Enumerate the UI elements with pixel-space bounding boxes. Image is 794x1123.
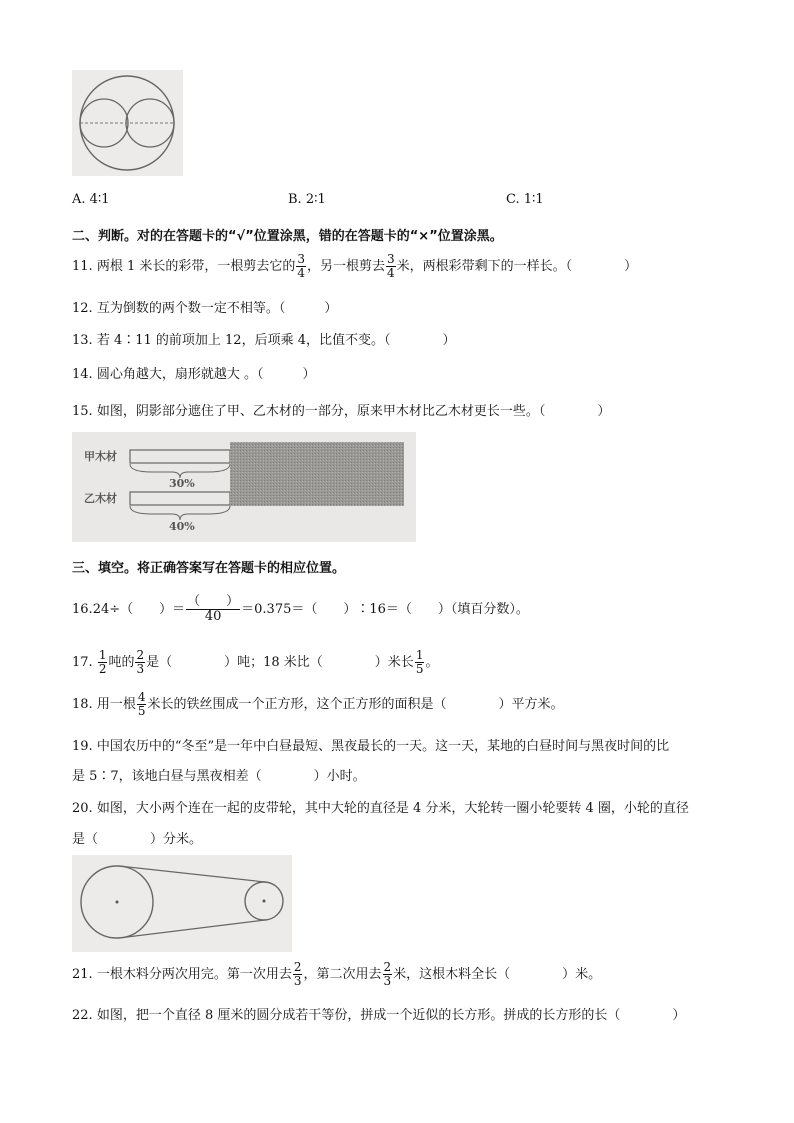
q18-text-2: 米长的铁丝围成一个正方形，这个正方形的面积是（ ）平方米。 bbox=[147, 697, 564, 712]
belt-top bbox=[119, 866, 265, 882]
q17-text-2: 是（ ）吨；18 米比（ ）米长 bbox=[146, 655, 414, 670]
q22-text: 如图，把一个直径 8 厘米的圆分成若干等份，拼成一个近似的长方形。拼成的长方形的长（ ） bbox=[96, 1008, 686, 1023]
choice-a: A. 4∶1 bbox=[72, 192, 110, 207]
q14-num: 14. bbox=[72, 367, 93, 382]
q21-text-1: 一根木料分两次用完。第一次用去 bbox=[96, 967, 292, 982]
yi-label: 乙木材 bbox=[84, 492, 117, 505]
jia-wood-bar bbox=[130, 450, 230, 463]
question-17 bbox=[72, 648, 438, 678]
q11-f2-num: 3 bbox=[387, 252, 395, 267]
q16-fraction bbox=[186, 595, 240, 623]
question-19-line-1 bbox=[72, 735, 669, 754]
q17-f3-den: 5 bbox=[415, 662, 424, 676]
q21-text-2: ，第二次用去 bbox=[303, 967, 382, 982]
choice-b: B. 2∶1 bbox=[288, 192, 326, 207]
q11-text-3: 米，两根彩带剩下的一样长。（ ） bbox=[396, 259, 638, 274]
q21-fraction-1 bbox=[293, 961, 303, 987]
q17-fraction-2 bbox=[135, 649, 145, 675]
choice-c: C. 1∶1 bbox=[506, 192, 544, 207]
question-13 bbox=[72, 329, 455, 348]
q20-line-2: 是（ ）分米。 bbox=[72, 832, 203, 847]
jia-brace bbox=[130, 464, 230, 478]
q16-f-num: （ ） bbox=[187, 594, 240, 610]
q16-f-den: 40 bbox=[204, 609, 222, 624]
q21-f1-den: 3 bbox=[293, 974, 302, 988]
question-15 bbox=[72, 400, 610, 419]
question-12 bbox=[72, 297, 337, 316]
q16-text-1: 24÷（ ）＝ bbox=[92, 602, 186, 617]
q17-fraction-1 bbox=[98, 649, 108, 675]
q14-text: 圆心角越大，扇形就越大 。（ ） bbox=[96, 367, 316, 382]
q18-f-den: 5 bbox=[137, 704, 146, 718]
q11-fraction-1 bbox=[296, 253, 306, 279]
wood-figure bbox=[72, 432, 416, 542]
q18-text-1: 用一根 bbox=[96, 697, 136, 712]
q17-num: 17. bbox=[72, 655, 93, 670]
q11-f1-den: 4 bbox=[297, 266, 306, 280]
question-20-line-1 bbox=[72, 797, 689, 816]
q18-f-num: 4 bbox=[137, 690, 146, 705]
yi-brace bbox=[130, 506, 230, 520]
q11-text-2: ，另一根剪去 bbox=[307, 259, 386, 274]
q17-text-1: 吨的 bbox=[108, 655, 135, 670]
q21-fraction-2 bbox=[383, 961, 393, 987]
q11-text-1: 两根 1 米长的彩带，一根剪去它的 bbox=[96, 259, 296, 274]
q15-num: 15. bbox=[72, 404, 93, 419]
q13-text: 若 4∶11 的前项加上 12，后项乘 4，比值不变。（ ） bbox=[96, 333, 456, 348]
q18-fraction bbox=[137, 691, 147, 717]
two-circles-figure bbox=[72, 70, 183, 176]
q19-num: 19. bbox=[72, 739, 93, 754]
question-18 bbox=[72, 690, 564, 720]
q21-text-3: 米，这根木料全长（ ）米。 bbox=[393, 967, 602, 982]
section3-title: 三、填空。将正确答案写在答题卡的相应位置。 bbox=[72, 561, 346, 576]
q17-f1-num: 1 bbox=[98, 648, 107, 663]
q22-num: 22. bbox=[72, 1008, 93, 1023]
question-14 bbox=[72, 363, 315, 382]
q16-num: 16. bbox=[72, 602, 93, 617]
pulley-svg bbox=[72, 855, 292, 952]
q17-fraction-3 bbox=[415, 649, 425, 675]
question-22 bbox=[72, 1004, 685, 1023]
question-16 bbox=[72, 592, 529, 628]
q17-f2-num: 2 bbox=[136, 648, 145, 663]
q15-text: 如图，阴影部分遮住了甲、乙木材的一部分，原来甲木材比乙木材更长一些。（ ） bbox=[96, 404, 611, 419]
yi-percent: 40% bbox=[169, 520, 195, 533]
q12-text: 互为倒数的两个数一定不相等。（ ） bbox=[96, 301, 338, 316]
q17-f1-den: 2 bbox=[98, 662, 107, 676]
q21-f2-num: 2 bbox=[383, 960, 392, 975]
q19-line-1-text: 中国农历中的“冬至”是一年中白昼最短、黑夜最长的一天。这一天，某地的白昼时间与黑夜时间的比 bbox=[96, 739, 670, 754]
q12-num: 12. bbox=[72, 301, 93, 316]
wood-figure-svg bbox=[72, 432, 416, 542]
question-11 bbox=[72, 253, 637, 281]
large-wheel-center bbox=[116, 901, 119, 904]
two-circles-svg bbox=[72, 70, 183, 176]
q17-text-3: 。 bbox=[425, 655, 439, 670]
jia-label: 甲木材 bbox=[84, 450, 117, 463]
section2-title: 二、判断。对的在答题卡的“√”位置涂黑，错的在答题卡的“×”位置涂黑。 bbox=[72, 229, 503, 244]
q16-text-2: ＝0.375＝（ ）∶16＝（ ）（填百分数）。 bbox=[241, 602, 529, 617]
shaded-cover bbox=[230, 442, 404, 506]
q13-num: 13. bbox=[72, 333, 93, 348]
q11-fraction-2 bbox=[386, 253, 396, 279]
q19-line-2: 是 5∶7，该地白昼与黑夜相差（ ）小时。 bbox=[72, 769, 366, 784]
q11-f1-num: 3 bbox=[297, 252, 306, 267]
q21-f1-num: 2 bbox=[293, 960, 302, 975]
q17-f3-num: 1 bbox=[415, 648, 424, 663]
small-wheel-center bbox=[263, 900, 266, 903]
question-21 bbox=[72, 960, 601, 990]
q20-num: 20. bbox=[72, 801, 93, 816]
q18-num: 18. bbox=[72, 697, 93, 712]
pulley-figure bbox=[72, 855, 292, 952]
jia-percent: 30% bbox=[169, 477, 195, 490]
q20-line-1-text: 如图，大小两个连在一起的皮带轮，其中大轮的直径是 4 分米，大轮转一圈小轮要转 4 圈，小轮的直径 bbox=[96, 801, 689, 816]
q21-f2-den: 3 bbox=[383, 974, 392, 988]
q11-f2-den: 4 bbox=[387, 266, 395, 280]
yi-wood-bar bbox=[130, 492, 230, 505]
q21-num: 21. bbox=[72, 967, 93, 982]
q17-f2-den: 3 bbox=[136, 662, 145, 676]
q11-num: 11. bbox=[72, 259, 93, 274]
